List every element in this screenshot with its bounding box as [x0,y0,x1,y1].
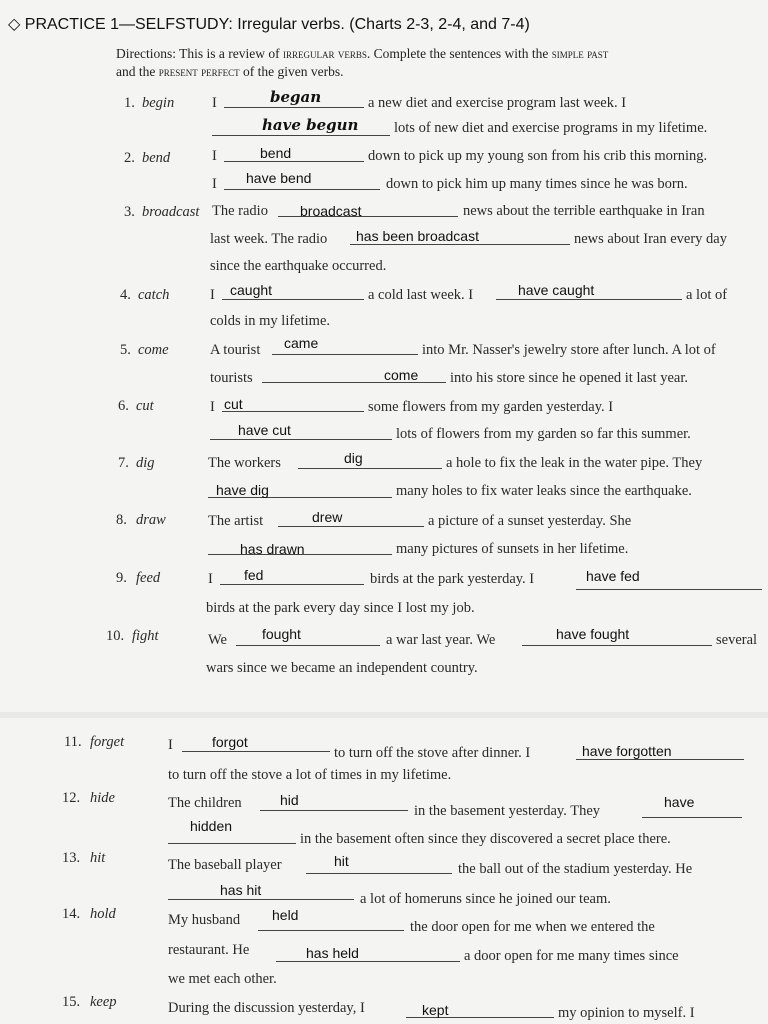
answer-text: have forgotten [582,743,672,759]
verb-label: hide [90,790,115,806]
answer-text: have fought [556,626,630,642]
answer-text: cut [224,396,243,412]
verb-label: catch [138,287,170,303]
answer-text: fed [244,567,264,583]
answer-blank[interactable] [210,439,392,440]
scan-fold-band [0,712,768,718]
answer-text: came [284,335,319,351]
directions-line-2: and the present perfect of the given verbs. [116,64,344,79]
verb-label: keep [90,994,117,1010]
answer-text: have begun [262,116,359,134]
answer-blank[interactable] [576,589,762,590]
answer-text: has hit [220,882,262,898]
verb-label: feed [136,570,161,586]
answer-text: broadcast [300,203,362,219]
answer-blank[interactable] [262,382,446,383]
answer-text: hit [334,853,349,869]
answer-text: forgot [212,734,248,750]
answer-text: began [270,88,322,106]
practice-title: PRACTICE 1—SELFSTUDY: Irregular verbs. (Charts 2-3, 2-4, and 7-4) [24,16,530,33]
answer-blank[interactable] [236,645,380,646]
answer-blank[interactable] [168,843,296,844]
verb-label: draw [136,512,166,528]
answer-blank[interactable] [278,526,424,527]
answer-blank[interactable] [350,244,570,245]
answer-text: kept [422,1002,449,1018]
answer-blank[interactable] [220,584,364,585]
verb-label: hit [90,850,106,866]
answer-text: bend [260,145,292,161]
answer-text: have caught [518,282,595,298]
answer-text: have [664,794,695,810]
answer-blank[interactable] [168,899,354,900]
answer-text: caught [230,282,273,298]
answer-text: has been broadcast [356,228,479,244]
answer-blank[interactable] [224,161,364,162]
verb-label: cut [136,398,154,414]
answer-text: have fed [586,568,640,584]
verb-label: broadcast [142,204,200,220]
practice-header [8,14,530,34]
answer-text: dig [344,450,363,466]
answer-blank[interactable] [258,930,404,931]
answer-blank[interactable] [522,645,712,646]
answer-blank[interactable] [224,189,380,190]
answer-blank[interactable] [306,873,452,874]
answer-text: held [272,907,299,923]
answer-text: have dig [216,482,269,498]
answer-blank[interactable] [182,751,330,752]
answer-text: have bend [246,170,312,186]
answer-blank[interactable] [298,468,442,469]
answer-blank[interactable] [272,354,418,355]
answer-text: have cut [238,422,291,438]
answer-text: has drawn [240,541,305,557]
answer-text: hid [280,792,299,808]
answer-blank[interactable] [576,759,744,760]
verb-label: begin [142,95,175,111]
answer-text: has held [306,945,359,961]
answer-blank[interactable] [260,810,408,811]
answer-blank[interactable] [222,299,364,300]
answer-blank[interactable] [224,107,364,108]
verb-label: dig [136,455,155,471]
answer-text: drew [312,509,343,525]
verb-label: hold [90,906,116,922]
answer-blank[interactable] [212,135,390,136]
answer-text: fought [262,626,301,642]
answer-blank[interactable] [496,299,682,300]
directions-line-1: Directions: This is a review of irregular verbs. Complete the sentences with the simple past [116,46,609,61]
answer-blank[interactable] [222,411,364,412]
diamond-icon: ◇ [8,16,21,33]
answer-text: come [384,367,419,383]
verb-label: come [138,342,169,358]
answer-text: hidden [190,818,233,834]
verb-label: forget [90,734,125,750]
verb-label: bend [142,150,171,166]
verb-label: fight [132,628,159,644]
answer-blank[interactable] [642,817,742,818]
answer-blank[interactable] [276,961,460,962]
